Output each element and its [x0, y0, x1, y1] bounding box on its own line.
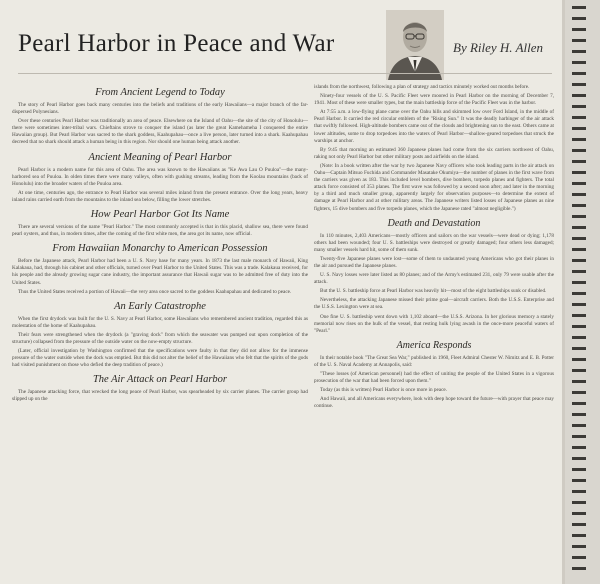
- paragraph: Nevertheless, the attacking Japanese missed their prime goal—aircraft carriers. Both the U.S.S. Enterprise and the U.S.S. Lexington were at sea.: [314, 297, 554, 311]
- paragraph: Before the Japanese attack, Pearl Harbor had been a U. S. Navy base for many years. In 1873 the last male monarch of Hawaii, King Kalakaua, had, through his cabinet and other officials, turned over Pearl Harbor to the United States. This was a trade. Kalakaua received, for his people and the already growing sugar cane industry, the important assurance that Hawaii sugar was to be admitted free of duty into the United States.: [12, 258, 308, 286]
- author-byline: By Riley H. Allen: [453, 40, 544, 55]
- section-ancient-meaning: [12, 152, 308, 204]
- paragraph: By 9:45 that morning an estimated 360 Japanese planes had come from the six carriers northwest of Oahu, raking not only Pearl Harbor but other military posts and airfields on the island.: [314, 146, 554, 160]
- spiral-binding: [565, 0, 600, 584]
- section-heading: How Pearl Harbor Got Its Name: [90, 209, 230, 221]
- section-heading: An Early Catastrophe: [114, 300, 206, 312]
- paragraph: But the U. S. battleship force at Pearl Harbor was heavily hit—most of the eight battleships sunk or disabled.: [320, 288, 547, 295]
- paragraph: The Japanese attacking force, that wrecked the long peace of Pearl Harbor, was spearheaded by six carrier planes. The carrier group had slipped up on the: [12, 389, 308, 403]
- author-portrait: [386, 10, 444, 80]
- author-photo: [386, 10, 444, 80]
- right-column: [314, 84, 554, 412]
- paragraph: At 7:55 a.m. a low-flying plane came over the Oahu hills and skimmed low over Ford Island, in the middle of Pearl Harbor. It carried the red circular emblem of the "Rising Sun." It was the deadly harbinger of the air attack that swiftly followed. High-altitude bombers came out of the clouds and brightening sun to the east. Others came at lower altitudes, some to drop torpedoes into the waters of Pearl Harbor—shallow-geared torpedoes that struck the warships at anchor.: [314, 109, 554, 144]
- paragraph: And Hawaii, and all Americans everywhere, look with deep hope toward the future—with prayer that peace may continue.: [314, 396, 554, 410]
- section-ancient-legend: [12, 87, 308, 147]
- paragraph: One fine U. S. battleship went down with 1,102 aboard—the U.S.S. Arizona. In her glorious memory a stately memorial now rises on the hulk of the vessel, that resting hulk lying awash in the once-more peaceful waters of "Pearl.": [314, 313, 554, 334]
- paragraph: Today (as this is written) Pearl Harbor is once more in peace.: [320, 387, 447, 394]
- paragraph: (Later, official investigation by Washington confirmed that the specifications were faulty in that they did not allow for the immense pressure of the water outside when the dock was emptied. But this did not alter the belief of the Hawaiians who felt that the spirits of the gods had visited punishment on those who defied the deep tradition of peace.): [12, 348, 308, 369]
- section-monarchy-to-possession: [12, 243, 308, 295]
- paragraph: islands from the northwest, following a plan of strategy and tactics minutely worked out months before.: [314, 84, 530, 90]
- section-attack-continued: [314, 84, 554, 213]
- section-early-catastrophe: [12, 301, 308, 370]
- paragraph: (Note: In a book written after the war by two Japanese Navy officers who took leading parts in the air attack on Oahu—Captain Mitsuo Fuchida and Commander Masatake Okumiya—the number of planes in the first wave from the carriers was given as 183. This included level bombers, dive bombers, torpedo planes and fighters. The total attack force consisted of 353 planes. The first wave was followed by a second soon after; and later in the morning by a third and much smaller group, apparently largely for observation purposes—to determine the extent of damage at Pearl Harbor and at other military areas. The Japanese writers listed losses of Japanese planes as nine fighters, 15 dive bombers and five torpedo planes, which the Japanese rated "almost negligible."): [314, 162, 554, 212]
- paragraph: Over these centuries Pearl Harbor was traditionally an area of peace. Elsewhere on the Island of Oahu—the site of the city of Honolulu—there were sometimes inter-tribal wars. Chieftains strove to conquer the island (as later the great Kamehameha I conquered the entire Hawaiian group). But Pearl Harbor was sacred to the shark goddess, Kaahupahau—once a live person, later turned into a shark. Kaahupahau decreed that no shark should attack a human being in this region. Nor should one human being attack another.: [12, 118, 308, 146]
- paragraph: The story of Pearl Harbor goes back many centuries into the beliefs and traditions of the early Hawaiians—a major branch of the far-dispersed Polynesians.: [12, 102, 308, 116]
- section-heading: From Ancient Legend to Today: [95, 87, 225, 98]
- section-air-attack: [12, 374, 308, 403]
- section-name-origin: [12, 209, 308, 238]
- paragraph: In 110 minutes, 2,403 Americans—mostly officers and sailors on the war vessels—were dead or dying; 1,178 others had been wounded; four U. S. battleships were destroyed or greatly damaged; four others less damaged; many smaller vessels hard hit, some of them sunk.: [314, 232, 554, 253]
- paragraph: Ninety-four vessels of the U. S. Pacific Fleet were moored in Pearl Harbor on the morning of December 7, 1941. Most of these were smaller types, but the main battleship force of the Pacific Fleet was in the harbor.: [314, 93, 554, 107]
- page-title: Pearl Harbor in Peace and War: [18, 30, 335, 57]
- left-column: [12, 82, 308, 406]
- paragraph: U. S. Navy losses were later listed as 80 planes; and of the Army's estimated 231, only 79 were usable after the attack.: [314, 272, 554, 286]
- paragraph: When the first drydock was built for the U. S. Navy at Pearl Harbor, some Hawaiians who remembered ancient tradition, regarded this as molestation of the home of Kaahupahau.: [12, 315, 308, 329]
- section-america-responds: [314, 340, 554, 411]
- section-heading: The Air Attack on Pearl Harbor: [92, 374, 228, 386]
- paragraph: At one time, centuries ago, the entrance to Pearl Harbor was several miles inland from the present entrance. Over the long years, heavy inland rains carried earth from the mountains to the inland sea below, filling the lower stretches.: [12, 189, 308, 203]
- section-heading: From Hawaiian Monarchy to American Possession: [52, 243, 268, 255]
- paragraph: "These losses (of American personnel) had the effect of uniting the people of the United States in a vigorous prosecution of the war that had been forced upon them.": [314, 371, 554, 385]
- binding-rings: [572, 6, 586, 576]
- paragraph: Pearl Harbor is a modern name for this area of Oahu. The area was known to the Hawaiians as "Ke Awa Lau O Puuloa"—the many-harbored sea of Puuloa. In olden times there were many valleys, often with gushing streams, leading from the Koolau mountains (back of Honolulu) into the broader waters of the Puuloa area.: [12, 166, 308, 187]
- paragraph: In their notable book "The Great Sea War," published in 1960, Fleet Admiral Chester W. Nimitz and E. B. Potter of the U. S. Naval Academy at Annapolis, said:: [314, 354, 554, 368]
- paragraph: Their fears were strengthened when the drydock (a "graving dock" from which the seawater was pumped out upon completion of the structure) collapsed from the pressure of the outside water on the now-empty structure.: [12, 331, 308, 345]
- header-divider: [18, 73, 552, 74]
- section-heading: America Responds: [396, 339, 472, 351]
- paragraph: There are several versions of the name "Pearl Harbor." The most commonly accepted is that in this placid, shallow sea, there were found pearl oysters, and thus, in modern times, after the coming of the first white men, the area got its name, now official.: [12, 224, 308, 238]
- section-heading: Ancient Meaning of Pearl Harbor: [88, 151, 232, 163]
- section-death-devastation: [314, 218, 554, 335]
- paragraph: Thus the United States received a portion of Hawaii—the very area once sacred to the goddess Kaahupahau and dedicated to peace.: [18, 288, 292, 295]
- section-heading: Death and Devastation: [387, 217, 481, 229]
- paragraph: Twenty-five Japanese planes were lost—some of them to undaunted young Americans who got their planes in the air and pursued the Japanese planes.: [314, 255, 554, 269]
